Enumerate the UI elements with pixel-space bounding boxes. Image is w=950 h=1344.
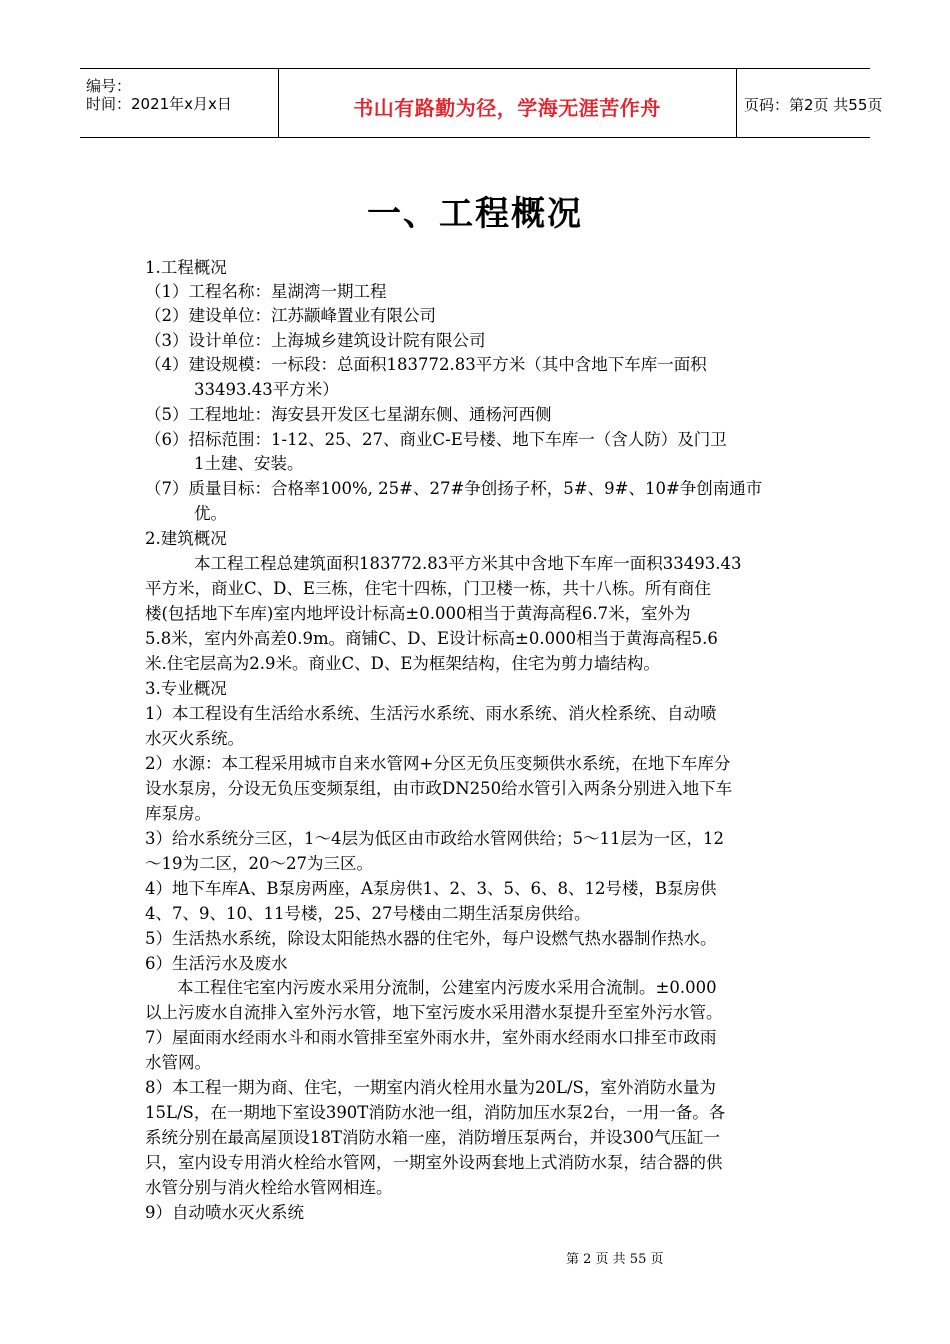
text-line: 1土建、安装。 xyxy=(194,454,304,473)
page-footer: 第 2 页 共 55 页 xyxy=(566,1252,664,1267)
text-line: 本工程工程总建筑面积183772.83平方米其中含地下车库一面积33493.43 xyxy=(194,554,742,573)
text-line: （6）招标范围：1-12、25、27、商业C-E号楼、地下车库一（含人防）及门卫 xyxy=(145,430,727,449)
text-line: 9）自动喷水灭火系统 xyxy=(145,1203,304,1222)
text-line: （5）工程地址：海安县开发区七星湖东侧、通杨河西侧 xyxy=(145,405,552,424)
text-line: 楼(包括地下车库)室内地坪设计标高±0.000相当于黄海高程6.7米，室外为 xyxy=(145,604,691,623)
text-line: ～19为二区，20～27为三区。 xyxy=(145,854,373,873)
text-line: （3）设计单位：上海城乡建筑设计院有限公司 xyxy=(145,331,486,350)
text-line: 6）生活污水及废水 xyxy=(145,954,288,973)
text-line: 水灭火系统。 xyxy=(145,729,244,748)
text-line: 库泵房。 xyxy=(145,804,211,823)
text-line: 2）水源：本工程采用城市自来水管网+分区无负压变频供水系统，在地下车库分 xyxy=(145,754,731,773)
text-line: 1）本工程设有生活给水系统、生活污水系统、雨水系统、消火栓系统、自动喷 xyxy=(145,704,717,723)
text-line: （4）建设规模：一标段：总面积183772.83平方米（其中含地下车库一面积 xyxy=(145,355,707,374)
text-line: 1.工程概况 xyxy=(145,258,227,277)
text-line: 水管网。 xyxy=(145,1053,211,1072)
text-line: 5.8米，室内外高差0.9m。商铺C、D、E设计标高±0.000相当于黄海高程5.6 xyxy=(145,629,718,648)
serial-number-label: 编号： xyxy=(86,77,132,95)
page-info: 页码：第2页 共55页 xyxy=(744,96,883,114)
text-line: 平方米，商业C、D、E三栋，住宅十四栋，门卫楼一栋，共十八栋。所有商住 xyxy=(145,579,711,598)
text-line: 系统分别在最高屋顶设18T消防水箱一座，消防增压泵两台，并设300气压缸一 xyxy=(145,1128,720,1147)
text-line: 8）本工程一期为商、住宅，一期室内消火栓用水量为20L/S，室外消防水量为 xyxy=(145,1078,716,1097)
text-line: 水管分别与消火栓给水管网相连。 xyxy=(145,1178,393,1197)
document-header xyxy=(80,68,883,138)
text-line: （7）质量目标：合格率100%, 25#、27#争创扬子杯，5#、9#、10#争创南通市 xyxy=(145,479,763,498)
text-line: 7）屋面雨水经雨水斗和雨水管排至室外雨水井，室外雨水经雨水口排至市政雨 xyxy=(145,1028,717,1047)
date-line: 时间：2021年x月x日 xyxy=(86,95,232,113)
header-page-cell xyxy=(737,69,883,137)
text-line: 3）给水系统分三区，1～4层为低区由市政给水管网供给；5～11层为一区，12 xyxy=(145,829,724,848)
text-line: 米.住宅层高为2.9米。商业C、D、E为框架结构，住宅为剪力墙结构。 xyxy=(145,654,660,673)
text-line: 4）地下车库A、B泵房两座，A泵房供1、2、3、5、6、8、12号楼，B泵房供 xyxy=(145,879,717,898)
header-meta-cell xyxy=(80,69,279,137)
text-line: 只，室内设专用消火栓给水管网，一期室外设两套地上式消防水泵，结合器的供 xyxy=(145,1153,723,1172)
text-line: 5）生活热水系统，除设太阳能热水器的住宅外，每户设燃气热水器制作热水。 xyxy=(145,929,717,948)
text-line: （2）建设单位：江苏颛峰置业有限公司 xyxy=(145,306,436,325)
header-motto-cell xyxy=(278,69,737,137)
text-line: 设水泵房，分设无负压变频泵组，由市政DN250给水管引入两条分别进入地下车 xyxy=(145,779,733,798)
text-line: 33493.43平方米） xyxy=(194,380,339,399)
text-line: 以上污废水自流排入室外污水管，地下室污废水采用潜水泵提升至室外污水管。 xyxy=(145,1003,723,1022)
text-line: 2.建筑概况 xyxy=(145,529,227,548)
motto-text: 书山有路勤为径，学海无涯苦作舟 xyxy=(353,96,661,120)
text-line: 4、7、9、10、11号楼，25、27号楼由二期生活泵房供给。 xyxy=(145,904,591,923)
text-line: 3.专业概况 xyxy=(145,679,227,698)
text-line: 15L/S，在一期地下室设390T消防水池一组，消防加压水泵2台，一用一备。各 xyxy=(145,1103,726,1122)
text-line: 优。 xyxy=(194,504,227,523)
text-line: （1）工程名称：星湖湾一期工程 xyxy=(145,282,387,301)
section-title: 一、工程概况 xyxy=(367,194,583,234)
text-line: 本工程住宅室内污废水采用分流制，公建室内污废水采用合流制。±0.000 xyxy=(177,978,717,997)
